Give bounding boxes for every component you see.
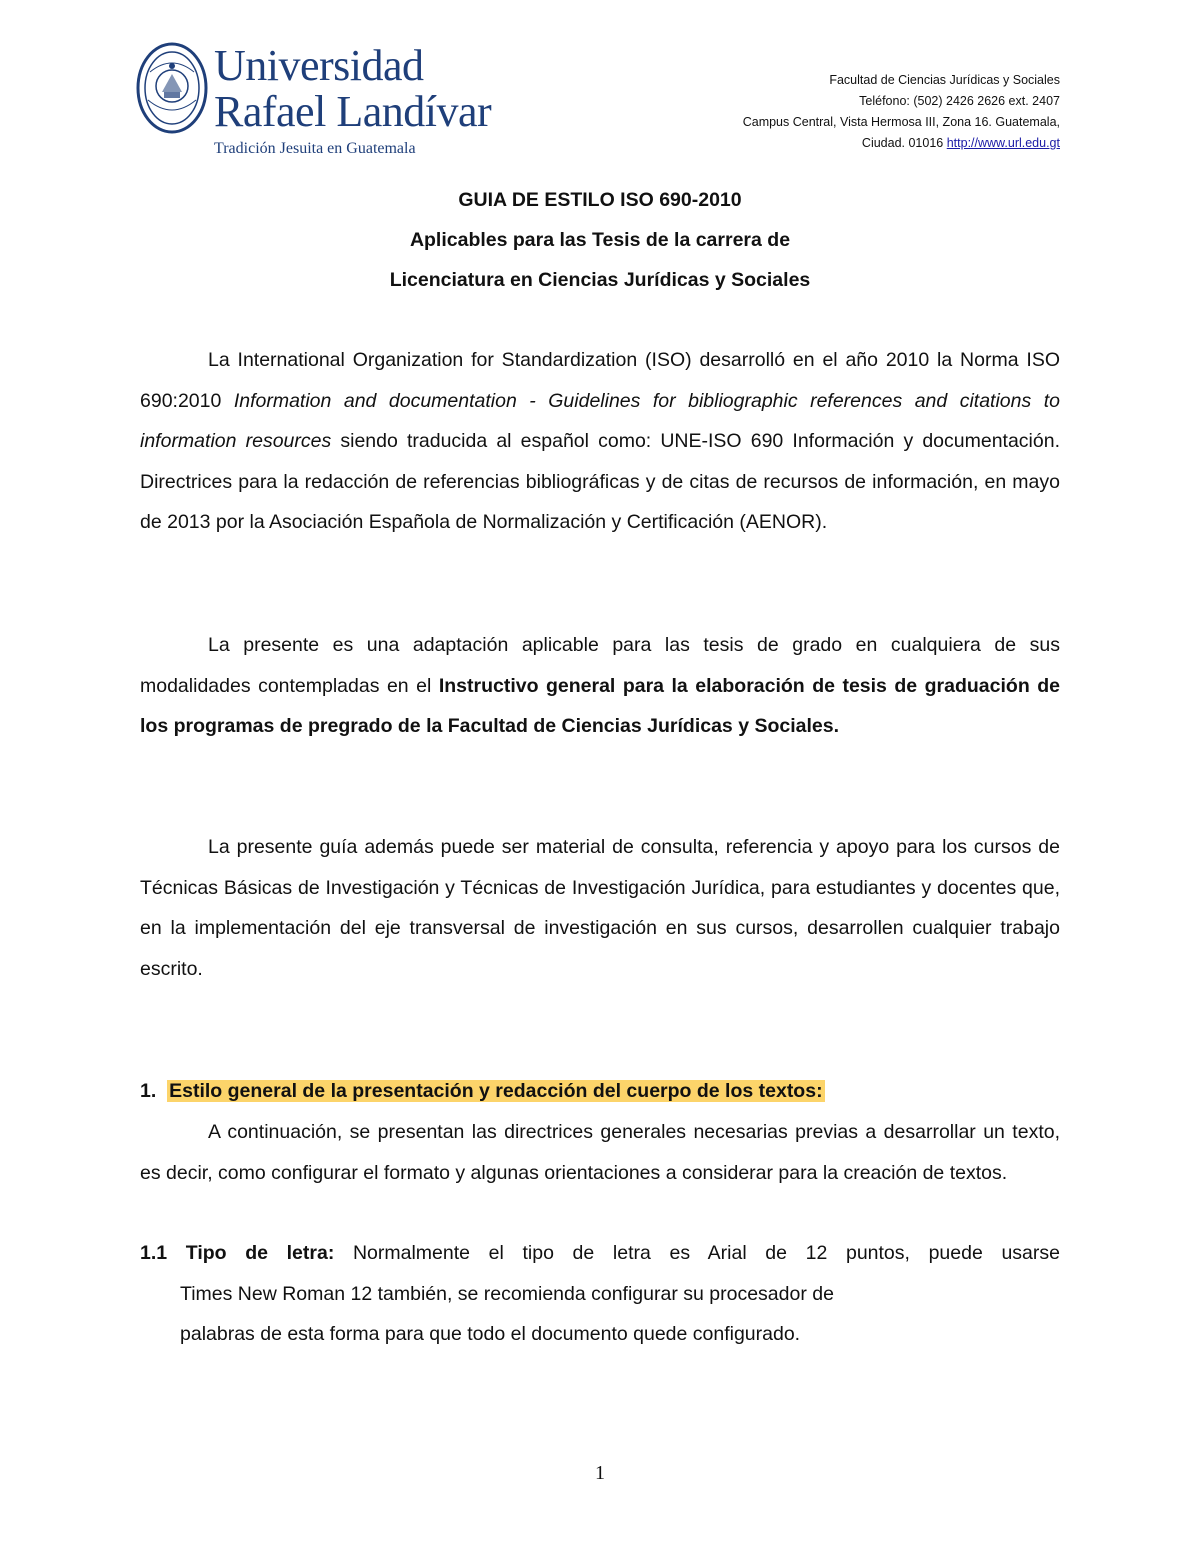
section-1-number: 1. [140,1080,157,1102]
subsection-1-1-line-1 [140,1233,1060,1274]
page-number: 1 [595,1462,605,1484]
logo-tagline: Tradición Jesuita en Guatemala [214,140,416,157]
subsection-1-1 [140,1233,1060,1355]
title-line-1: GUIA DE ESTILO ISO 690-2010 [458,189,742,211]
address: Campus Central, Vista Hermosa III, Zona 16. Guatemala, [742,115,1060,129]
p3-text: La presente guía además puede ser material de consulta, referencia y apoyo para los cursos de Técnicas Básicas de Investigación y Técnicas de Investigación Jurídica, para estudiantes y docentes que, en la implementación del eje transversal de investigación en sus cursos, desarrollen cualquier trabajo escrito. [140,836,1060,980]
paragraph-adaptation [140,625,1060,747]
subsection-1-1-label: Tipo de letra [185,1242,328,1264]
paragraph-consultation [140,827,1060,989]
logo-line-2: Rafael Landívar [214,87,492,136]
title-line-3: Licenciatura en Ciencias Jurídicas y Sociales [389,269,811,291]
p1-text-b: siendo traducida al español como: UNE-ISO 690 Información y documentación. Directrices para la redacción de referencias bibliográficas y de citas de recursos de información, en mayo de 2013 por la Asociación Española de Normalización y Certificación (AENOR). [140,430,1061,534]
subsection-1-1-number: 1.1 [140,1242,168,1264]
faculty-name: Facultad de Ciencias Jurídicas y Sociales [829,73,1060,87]
document-title [140,180,1060,300]
subsection-1-1-line-2: Times New Roman 12 también, se recomienda configurar su procesador de [180,1282,834,1305]
subsection-1-1-colon: : [327,1242,335,1264]
subsection-1-1-line-3: palabras de esta forma para que todo el documento quede configurado. [180,1323,801,1346]
section-1-intro [140,1112,1060,1193]
university-seal-icon [134,40,210,136]
section-1-title: Estilo general de la presentación y redacción del cuerpo de los textos: [169,1080,823,1102]
p2-text-a: La presente es una adaptación aplicable para las tesis de grado en cualquiera de sus modalidades contempladas en el [140,634,1060,697]
section-1-heading [140,1071,825,1111]
city-row [580,133,1060,154]
section-1-intro-text: A continuación, se presentan las directrices generales necesarias previas a desarrollar un texto, es decir, como configurar el formato y algunas orientaciones a considerar para la creación de textos. [140,1121,1060,1184]
university-logo [134,40,492,165]
website-link[interactable]: http://www.url.edu.gt [946,136,1060,150]
title-line-2: Aplicables para las Tesis de la carrera de [409,229,791,251]
paragraph-iso-intro [140,340,1060,543]
p1-text-a: La International Organization for Standardization (ISO) desarrolló en el año 2010 la Norma ISO 690:2010 [140,349,1060,412]
phone-number: Teléfono: (502) 2426 2626 ext. 2407 [859,94,1060,108]
subsection-1-1-text-1: Normalmente el tipo de letra es Arial de 12 puntos, puede usarse [334,1242,1060,1264]
contact-info [580,70,1060,154]
logo-line-1: Universidad [214,41,424,90]
p2-bold-instructivo: Instructivo general para la elaboración de tesis de graduación de los programas de pregrado de la Facultad de Ciencias Jurídicas y Sociales. [140,674,1060,738]
city: Ciudad. 01016 [861,136,944,150]
p1-italic-title: Information and documentation - Guidelines for bibliographic references and citations to information resources [140,389,1060,453]
